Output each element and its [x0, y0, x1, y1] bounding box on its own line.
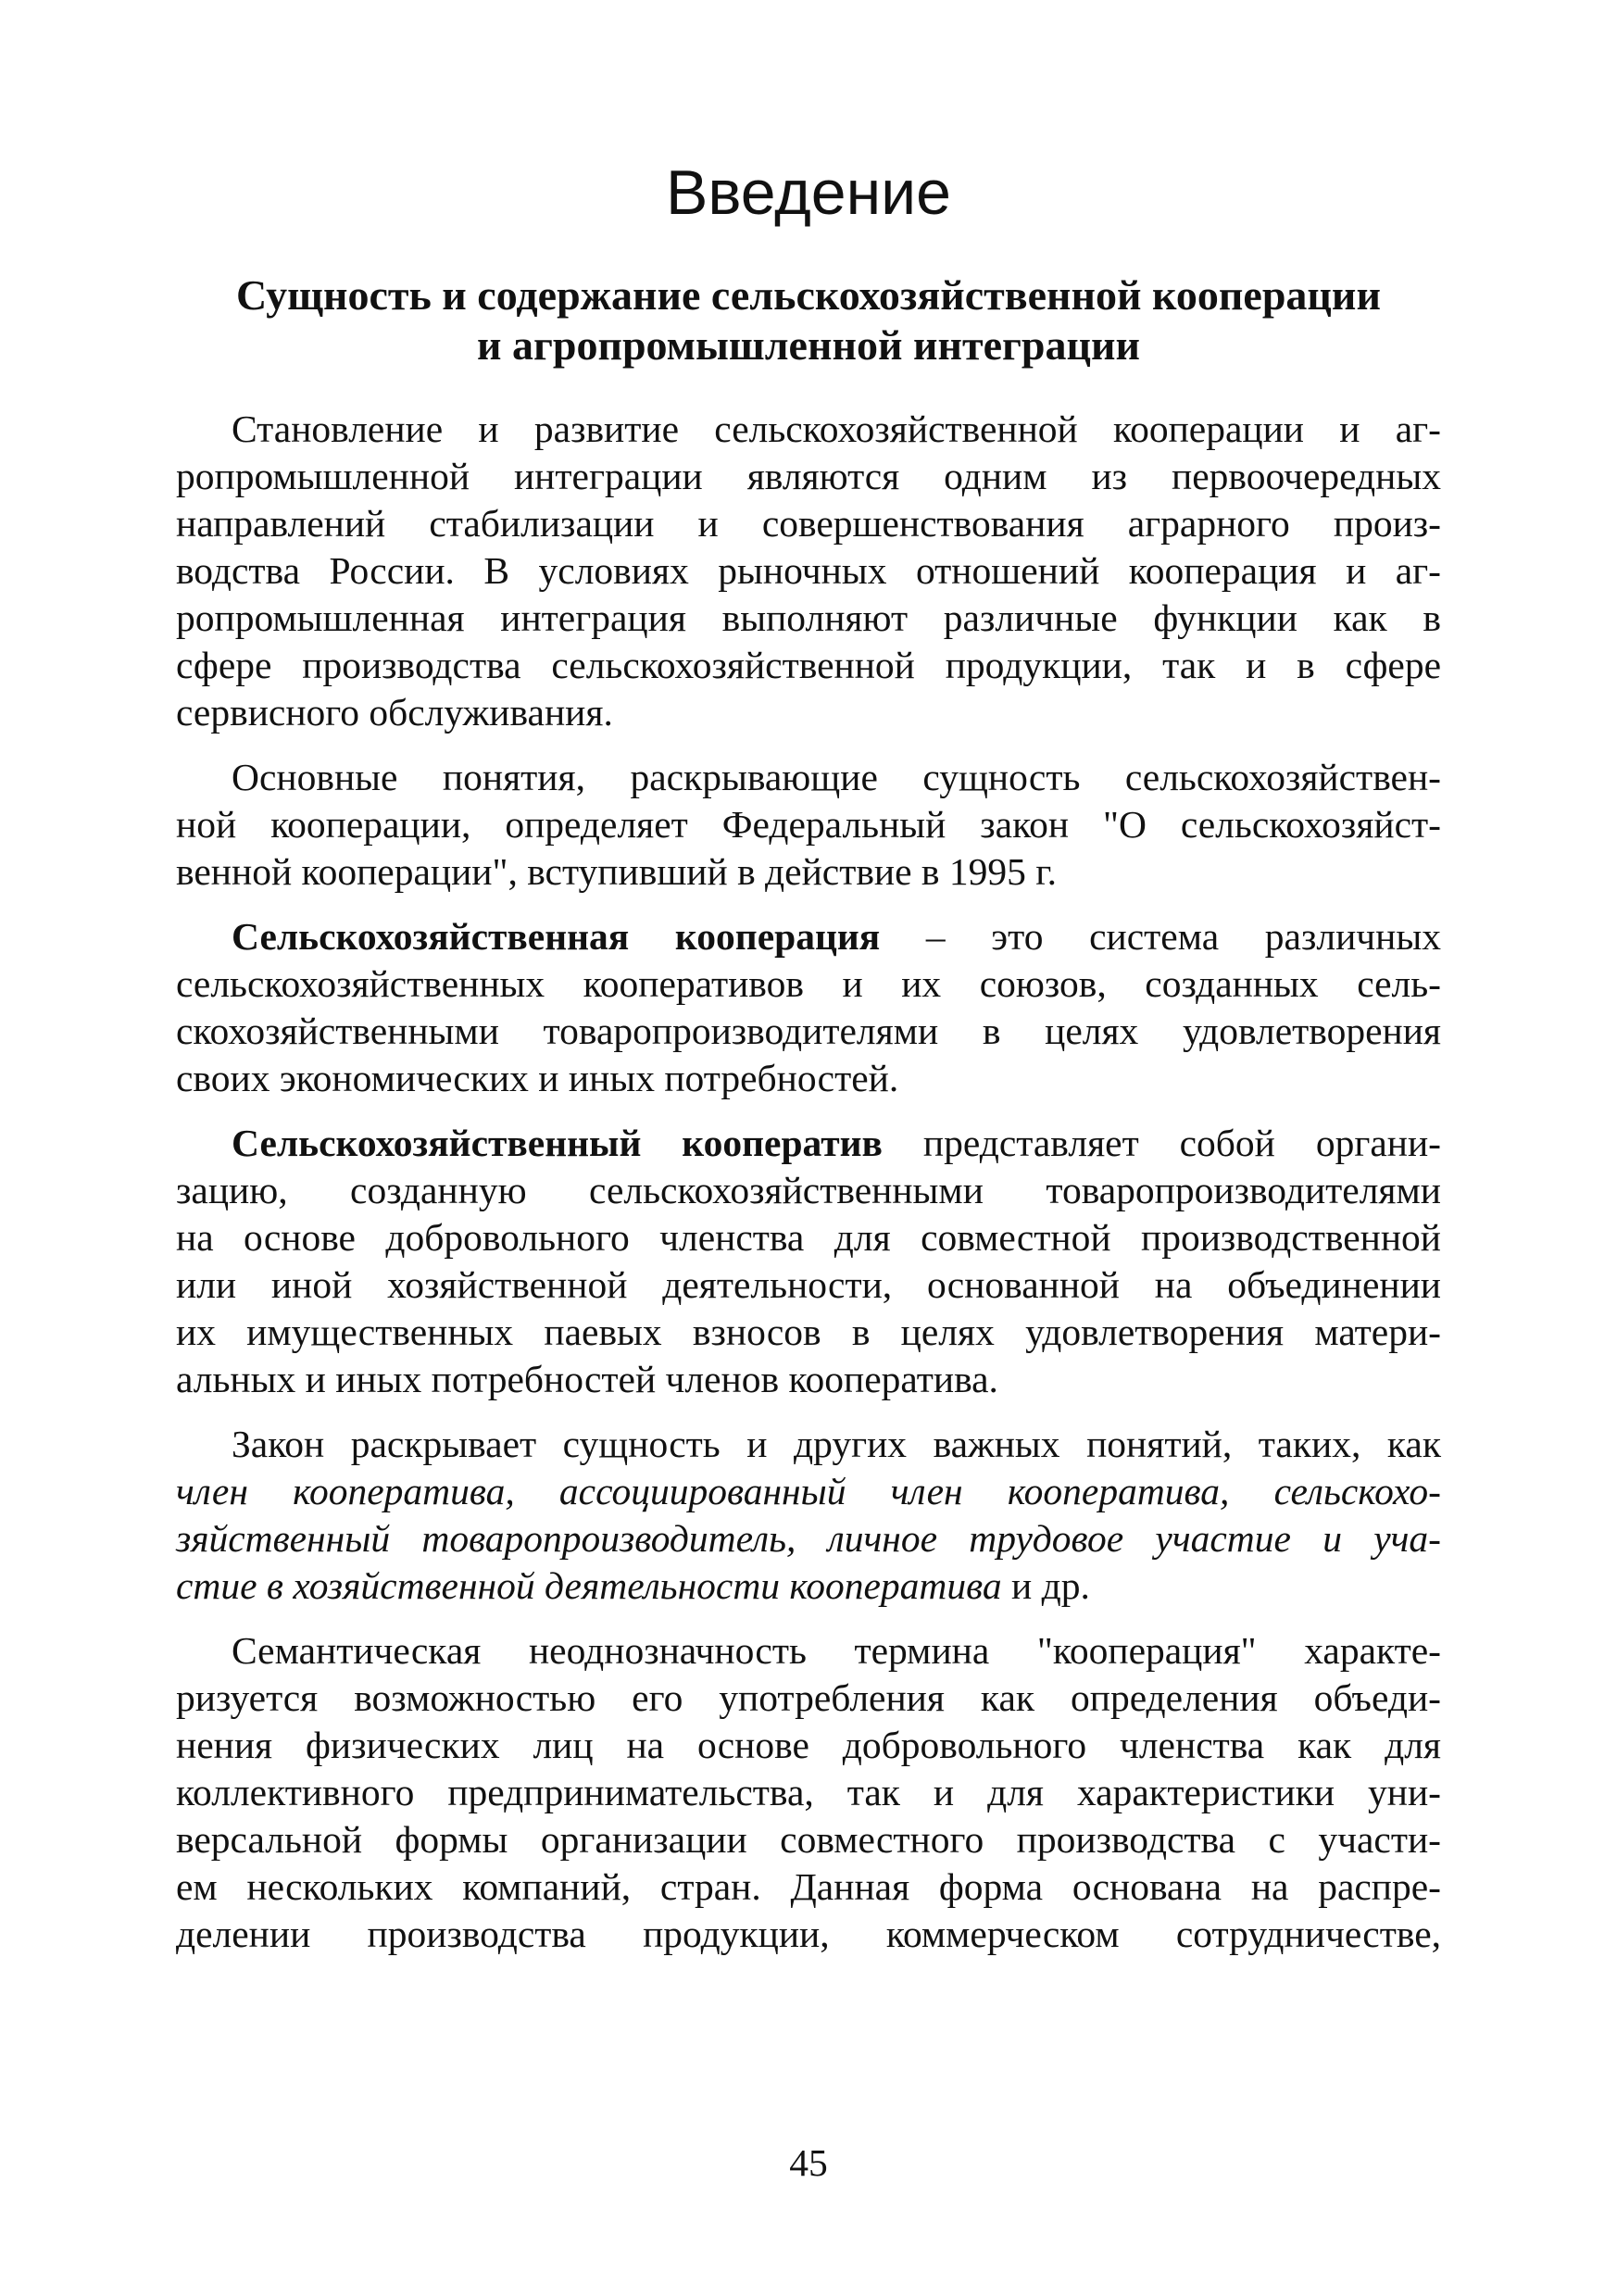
definition-text: представляет собой органи-: [882, 1122, 1441, 1164]
text-line: [176, 1562, 1441, 1610]
italic-term: стие в хозяйственной деятельности кооператива: [176, 1564, 1002, 1607]
term-agricultural-cooperation: Сельскохозяйственная кооперация: [232, 915, 881, 958]
text-line: ем нескольких компаний, стран. Данная форма основана на распре-: [176, 1865, 1441, 1908]
definition-text: – это система различных: [880, 915, 1441, 958]
text-line: коллективного предпринимательства, так и для характеристики уни-: [176, 1771, 1441, 1813]
text-line: альных и иных потребностей членов кооператива.: [176, 1358, 998, 1400]
paragraph-2: [176, 754, 1441, 896]
text-line: своих экономических и иных потребностей.: [176, 1057, 899, 1099]
text-line: скохозяйственными товаропроизводителями в целях удовлетворения: [176, 1010, 1441, 1052]
chapter-title: Введение: [666, 157, 951, 228]
text-line: Закон раскрывает сущность и других важных понятий, таких, как: [232, 1423, 1441, 1465]
text-line: ропромышленной интеграции являются одним из первоочередных: [176, 455, 1441, 497]
paragraph-3: [176, 913, 1441, 1102]
text-line: Становление и развитие сельскохозяйственной кооперации и аг-: [232, 408, 1441, 450]
text-line: зацию, созданную сельскохозяйственными товаропроизводителями: [176, 1169, 1441, 1211]
text-line: нения физических лиц на основе добровольного членства как для: [176, 1724, 1441, 1766]
italic-text-line: зяйственный товаропроизводитель, личное трудовое участие и уча-: [176, 1517, 1441, 1560]
text-line: [176, 1120, 1441, 1167]
text-line: версальной формы организации совместного производства с участи-: [176, 1818, 1441, 1861]
text-line: направлений стабилизации и совершенствования аграрного произ-: [176, 502, 1441, 545]
text-line: сфере производства сельскохозяйственной продукции, так и в сфере: [176, 644, 1441, 686]
text-line: [176, 913, 1441, 960]
text-line: ной кооперации, определяет Федеральный закон "О сельскохозяйст-: [176, 803, 1441, 846]
text-line: Основные понятия, раскрывающие сущность сельскохозяйствен-: [232, 756, 1441, 798]
text-line: ропромышленная интеграция выполняют различные функции как в: [176, 596, 1441, 639]
italic-text-line: член кооператива, ассоциированный член кооператива, сельскохо-: [176, 1470, 1441, 1512]
text-line: сервисного обслуживания.: [176, 691, 613, 734]
paragraph-6: [176, 1627, 1441, 1958]
text-line: Семантическая неоднозначность термина "кооперация" характе-: [232, 1629, 1441, 1672]
section-title: [176, 270, 1441, 370]
text-line: или иной хозяйственной деятельности, основанной на объединении: [176, 1263, 1441, 1306]
paragraph-5: [176, 1421, 1441, 1610]
text-line: делении производства продукции, коммерческом сотрудничестве,: [176, 1913, 1441, 1955]
page-number: 45: [789, 2141, 828, 2184]
text-line: сельскохозяйственных кооперативов и их союзов, созданных сель-: [176, 962, 1441, 1005]
line-ending: и др.: [1001, 1564, 1090, 1607]
text-line: их имущественных паевых взносов в целях удовлетворения матери-: [176, 1311, 1441, 1353]
section-title-line-1: Сущность и содержание сельскохозяйственной кооперации: [236, 271, 1381, 319]
text-line: на основе добровольного членства для совместной производственной: [176, 1216, 1441, 1259]
body-text: [176, 406, 1441, 1976]
paragraph-4: [176, 1120, 1441, 1403]
text-line: водства России. В условиях рыночных отношений кооперация и аг-: [176, 549, 1441, 592]
paragraph-1: [176, 406, 1441, 736]
text-line: ризуется возможностью его употребления как определения объеди-: [176, 1676, 1441, 1719]
term-agricultural-cooperative: Сельскохозяйственный кооператив: [232, 1122, 883, 1164]
section-title-line-2: и агропромышленной интеграции: [476, 321, 1140, 369]
text-line: венной кооперации", вступивший в действие в 1995 г.: [176, 850, 1057, 893]
